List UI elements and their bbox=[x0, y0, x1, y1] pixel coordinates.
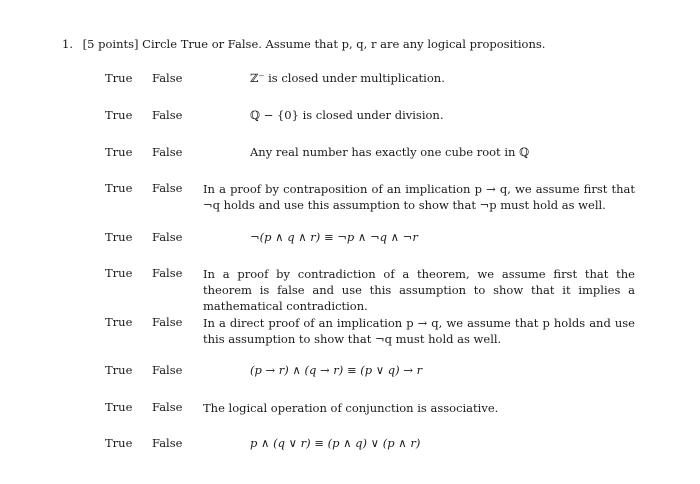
true-option[interactable]: True bbox=[105, 181, 133, 195]
statement-text: (p → r) ∧ (q → r) ≡ (p ∨ q) → r bbox=[250, 363, 423, 377]
question-points: [5 points] bbox=[82, 37, 139, 51]
true-option[interactable]: True bbox=[105, 363, 133, 377]
false-option[interactable]: False bbox=[152, 400, 183, 414]
statement-text: p ∧ (q ∨ r) ≡ (p ∧ q) ∨ (p ∧ r) bbox=[250, 436, 421, 450]
statement-text: In a proof by contradiction of a theorem, we assume first that the theorem is false and use this assumption to show that it implies a mathematical contradiction. bbox=[203, 267, 635, 313]
true-option[interactable]: True bbox=[105, 400, 133, 414]
question-number: 1. bbox=[62, 37, 73, 51]
false-option[interactable]: False bbox=[152, 436, 183, 450]
statement-text: ¬(p ∧ q ∧ r) ≡ ¬p ∧ ¬q ∧ ¬r bbox=[250, 230, 418, 244]
true-option[interactable]: True bbox=[105, 108, 133, 122]
statement-text: ℤ⁻ is closed under multiplication. bbox=[250, 71, 445, 85]
false-option[interactable]: False bbox=[152, 71, 183, 85]
true-option[interactable]: True bbox=[105, 230, 133, 244]
false-option[interactable]: False bbox=[152, 108, 183, 122]
false-option[interactable]: False bbox=[152, 181, 183, 195]
false-option[interactable]: False bbox=[152, 145, 183, 159]
true-option[interactable]: True bbox=[105, 266, 133, 280]
true-option[interactable]: True bbox=[105, 315, 133, 329]
statement-text: Any real number has exactly one cube root in ℚ bbox=[250, 145, 530, 159]
false-option[interactable]: False bbox=[152, 315, 183, 329]
statement-text: ℚ − {0} is closed under division. bbox=[250, 108, 444, 122]
statement-text: In a direct proof of an implication p → q, we assume that p holds and use this assumption to show that ¬q must hold as well. bbox=[203, 316, 635, 346]
true-option[interactable]: True bbox=[105, 145, 133, 159]
statement-text: In a proof by contraposition of an implication p → q, we assume first that ¬q holds and use this assumption to show that ¬p must hold as well. bbox=[203, 182, 635, 212]
question-header bbox=[62, 37, 545, 51]
false-option[interactable]: False bbox=[152, 363, 183, 377]
true-option[interactable]: True bbox=[105, 71, 133, 85]
statement-text: The logical operation of conjunction is associative. bbox=[203, 401, 499, 415]
false-option[interactable]: False bbox=[152, 266, 183, 280]
true-option[interactable]: True bbox=[105, 436, 133, 450]
false-option[interactable]: False bbox=[152, 230, 183, 244]
question-instruction: Circle True or False. Assume that p, q, r are any logical propositions. bbox=[142, 37, 546, 51]
